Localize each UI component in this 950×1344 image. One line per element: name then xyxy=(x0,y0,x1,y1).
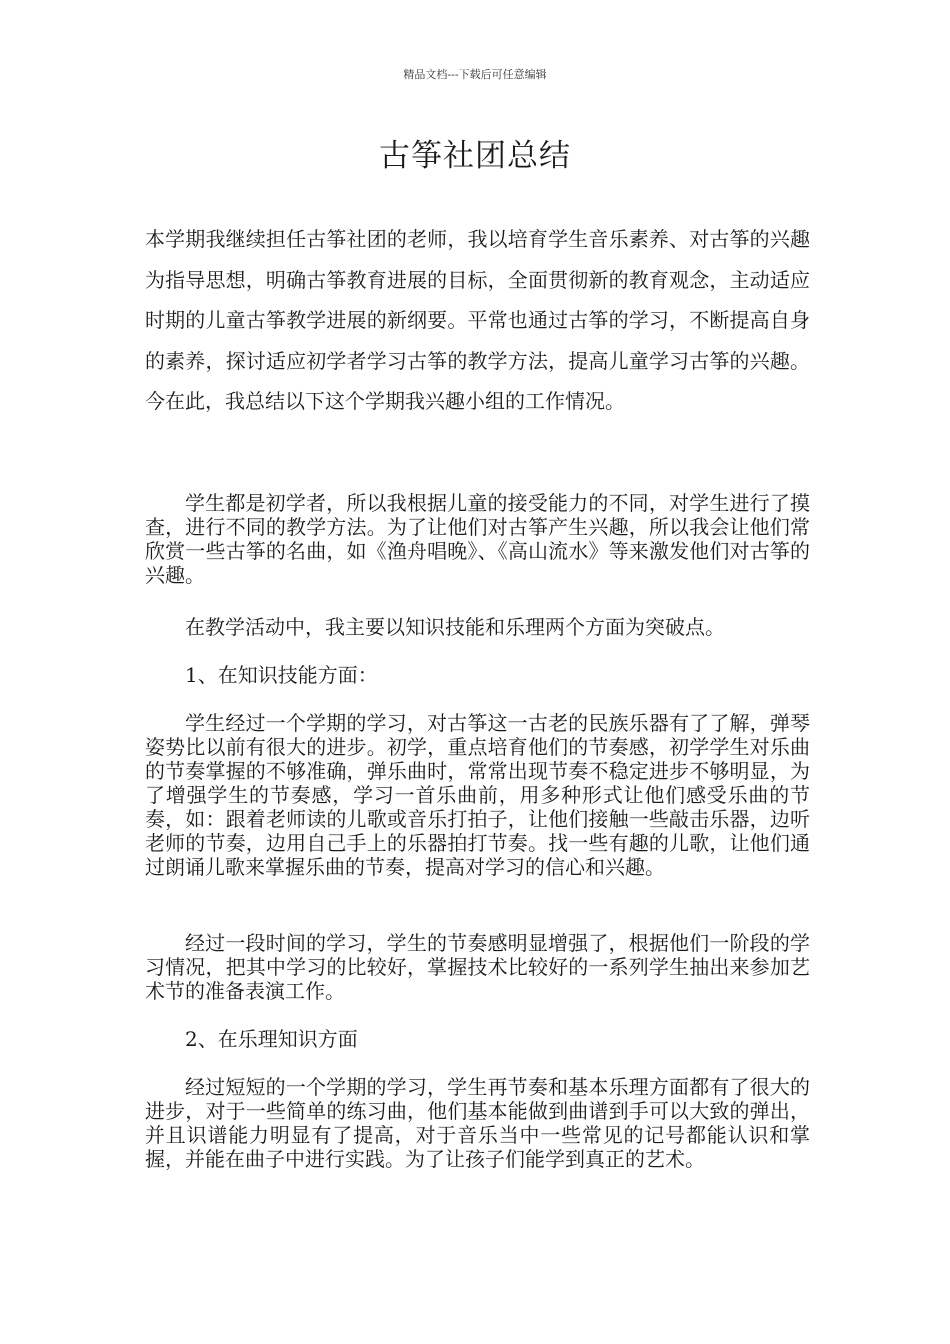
intro-paragraph: 本学期我继续担任古筝社团的老师，我以培育学生音乐素养、对古筝的兴趣为指导思想，明确古筝教育进展的目标，全面贯彻新的教育观念，主动适应时期的儿童古筝教学进展的新纲要。平常也通过古筝的学习，不断提高自身的素养，探讨适应初学者学习古筝的教学方法，提高儿童学习古筝的兴趣。今在此，我总结以下这个学期我兴趣小组的工作情况。 xyxy=(145,227,810,413)
paragraph-progress: 经过一段时间的学习，学生的节奏感明显增强了，根据他们一阶段的学习情况，把其中学习的比较好，掌握技术比较好的一系列学生抽出来参加艺术节的准备表演工作。 xyxy=(145,931,810,1003)
document-title: 古筝社团总结 xyxy=(379,138,571,174)
paragraph-focus: 在教学活动中，我主要以知识技能和乐理两个方面为突破点。 xyxy=(185,615,725,639)
header-note: 精品文档---下载后可任意编辑 xyxy=(403,68,547,81)
section-heading-skills: 1、在知识技能方面： xyxy=(185,663,378,687)
paragraph-theory: 经过短短的一个学期的学习，学生再节奏和基本乐理方面都有了很大的进步，对于一些简单的练习曲，他们基本能做到曲谱到手可以大致的弹出，并且识谱能力明显有了提高，对于音乐当中一些常见的记号都能认识和掌握，并能在曲子中进行实践。为了让孩子们能学到真正的艺术。 xyxy=(145,1075,810,1171)
paragraph-beginners: 学生都是初学者，所以我根据儿童的接受能力的不同，对学生进行了摸查，进行不同的教学方法。为了让他们对古筝产生兴趣，所以我会让他们常欣赏一些古筝的名曲，如《渔舟唱晚》、《高山流水》等来激发他们对古筝的兴趣。 xyxy=(145,491,810,587)
section-heading-theory: 2、在乐理知识方面 xyxy=(185,1027,358,1051)
paragraph-skills: 学生经过一个学期的学习，对古筝这一古老的民族乐器有了了解，弹琴姿势比以前有很大的进步。初学，重点培育他们的节奏感，初学学生对乐曲的节奏掌握的不够准确，弹乐曲时，常常出现节奏不稳定进步不够明显，为了增强学生的节奏感，学习一首乐曲前，用多种形式让他们感受乐曲的节奏，如：跟着老师读的儿歌或音乐打拍子，让他们接触一些敲击乐器，边听老师的节奏，边用自己手上的乐器拍打节奏。找一些有趣的儿歌，让他们通过朗诵儿歌来掌握乐曲的节奏，提高对学习的信心和兴趣。 xyxy=(145,711,810,879)
